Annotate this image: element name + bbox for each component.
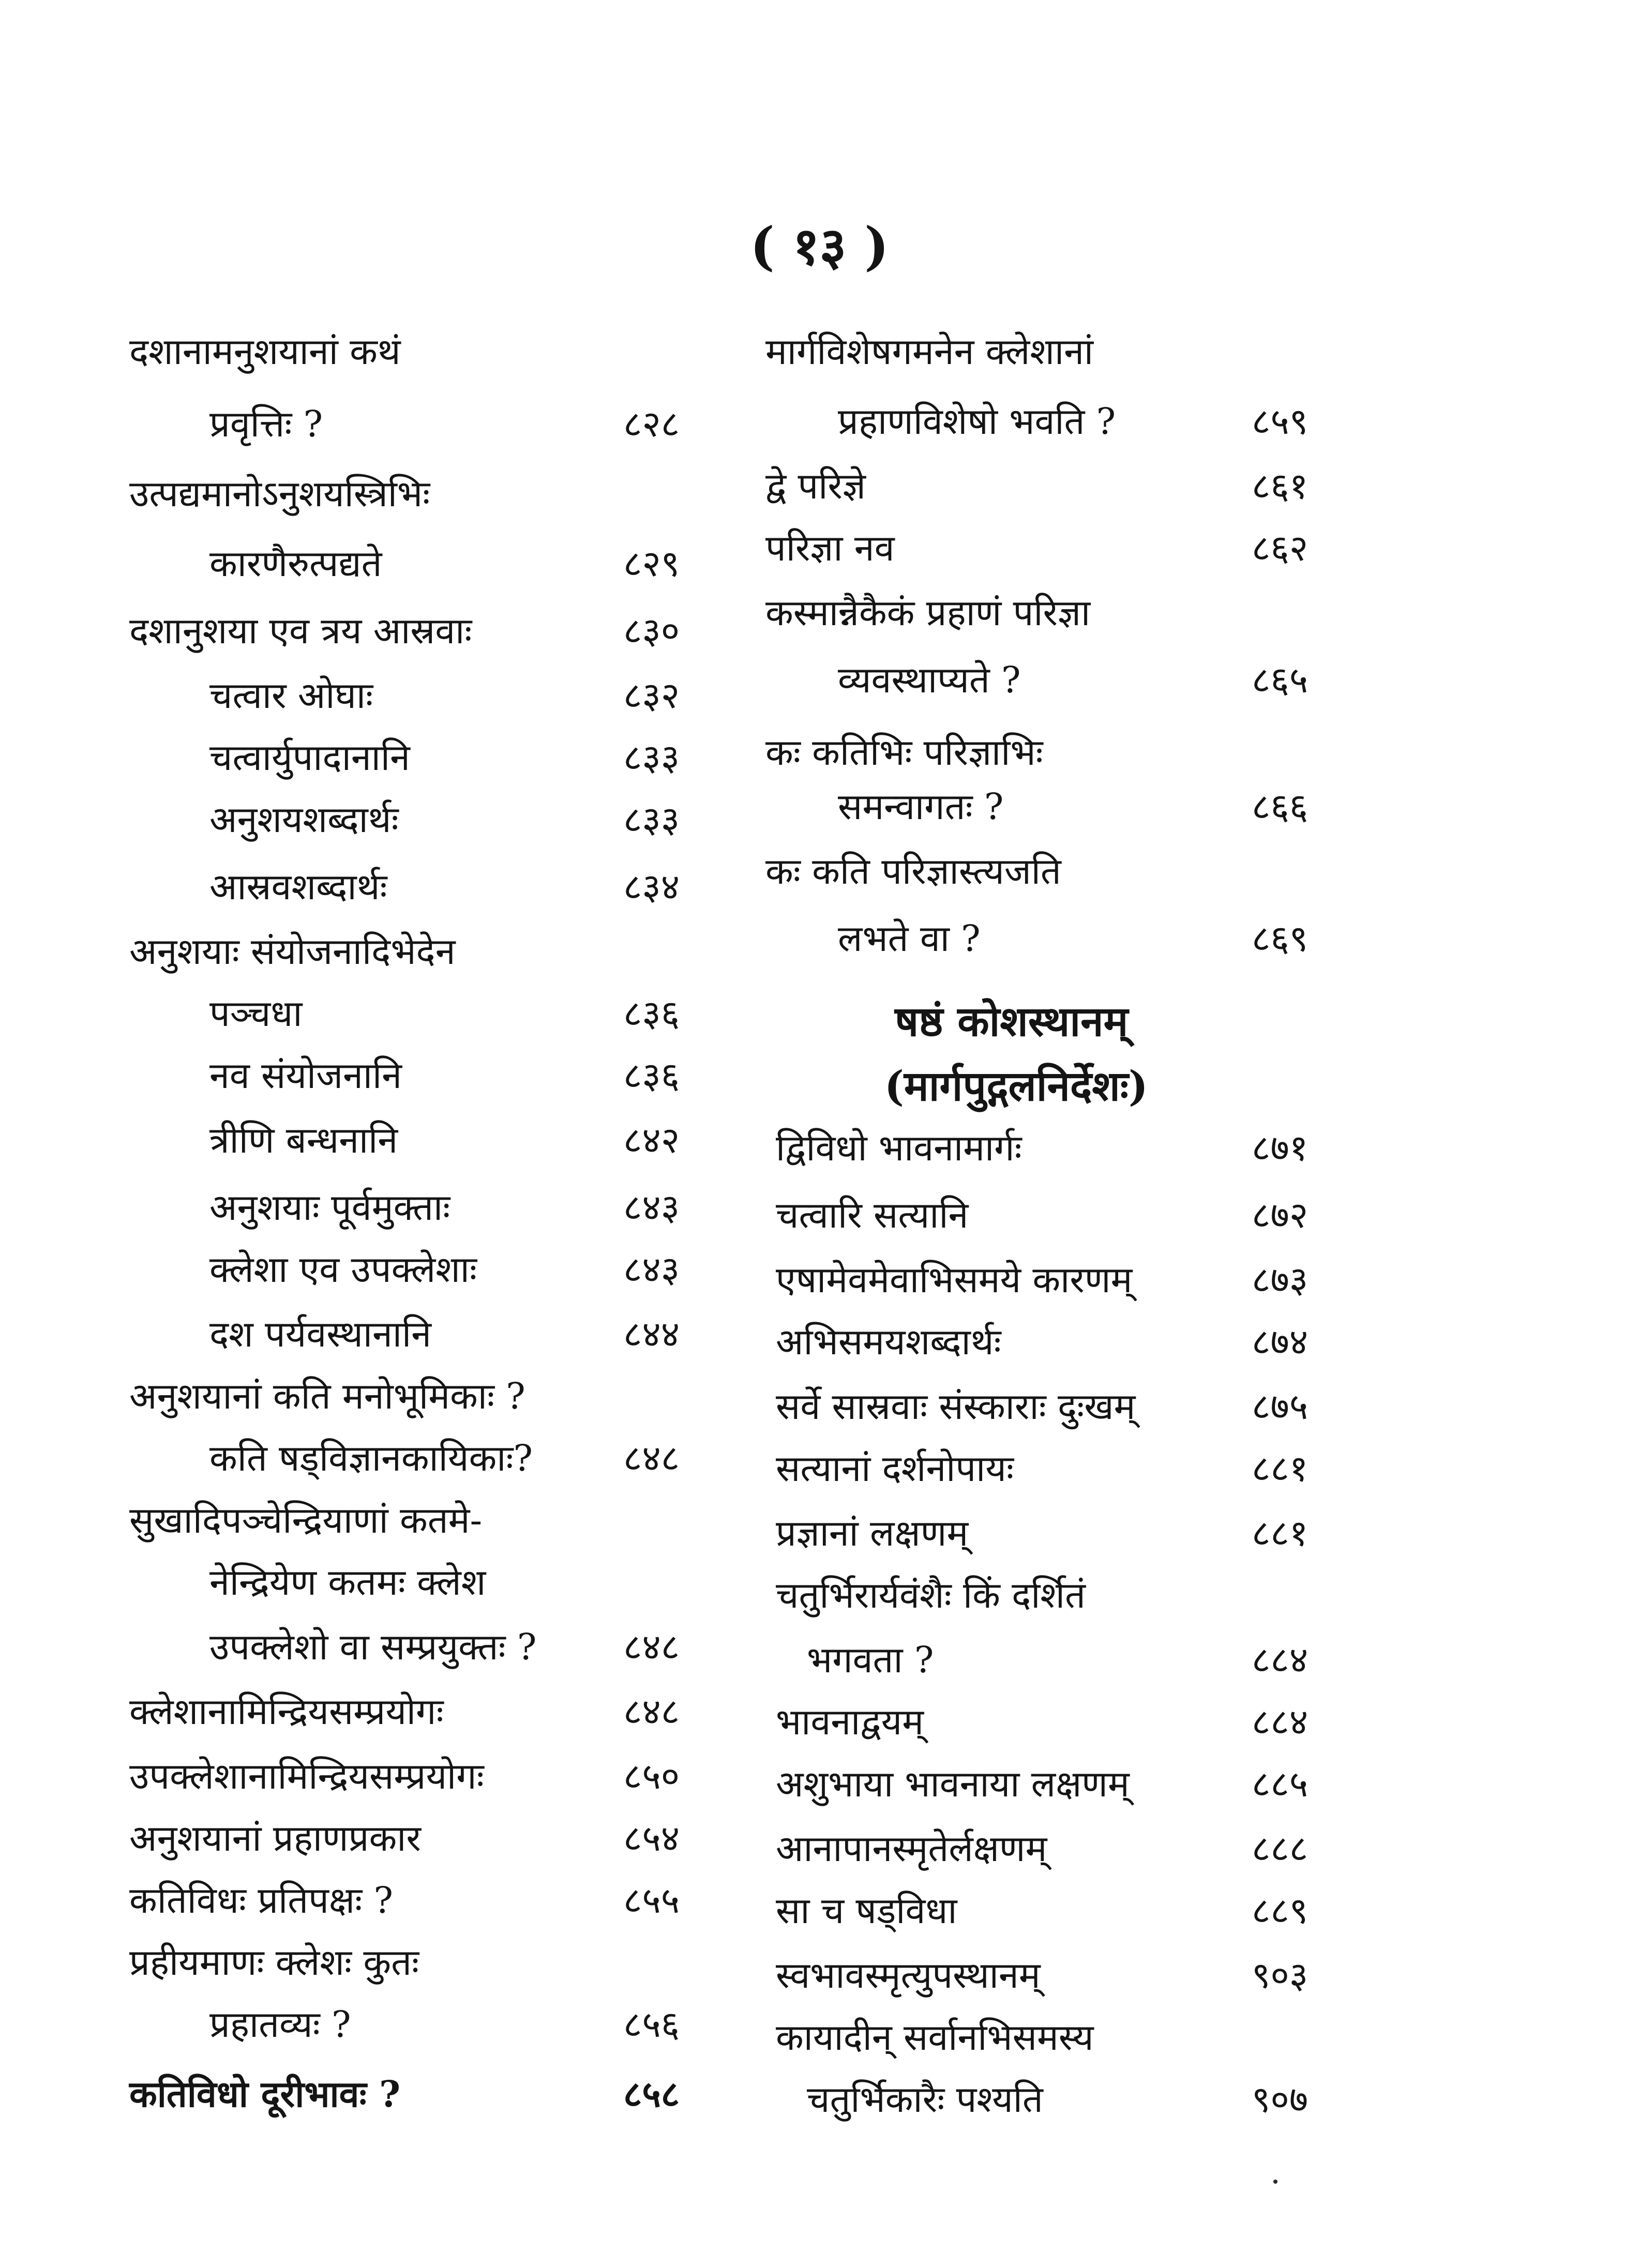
toc-entry xyxy=(0,1238,776,1301)
toc-entry-title: कस्मान्नैकैकं प्रहाणं परिज्ञा xyxy=(765,592,1091,634)
toc-entry xyxy=(765,1629,1639,1691)
toc-entry-title: द्विविधो भावनामार्गः xyxy=(776,1127,1022,1169)
toc-entry-title: अनुशयशब्दार्थः xyxy=(209,798,399,841)
toc-entry-page: ८२८ xyxy=(623,403,680,445)
toc-entry xyxy=(0,2063,776,2125)
ink-dot xyxy=(1273,2180,1277,2184)
toc-entry-page: ८८५ xyxy=(1252,1763,1309,1805)
toc-entry-page: ८४३ xyxy=(623,1186,680,1229)
toc-entry xyxy=(0,600,776,662)
toc-entry-title: सुखादिपञ्चेन्द्रियाणां कतमे- xyxy=(129,1499,483,1541)
toc-entry-page: ८५६ xyxy=(623,2003,680,2046)
toc-entry-page: ८८१ xyxy=(1252,1512,1309,1554)
toc-entry-title: चतुर्भिकारैः पश्यति xyxy=(807,2078,1043,2121)
toc-entry-title: उपक्लेशो वा सम्प्रयुक्तः ? xyxy=(209,1626,537,1668)
toc-entry-page: ८४२ xyxy=(623,1119,680,1161)
toc-entry-title: सा च षड्विधा xyxy=(776,1889,957,1932)
toc-entry-page: ८४३ xyxy=(623,1248,680,1291)
toc-entry-page: ८५८ xyxy=(623,2073,680,2115)
right-column xyxy=(765,0,1639,2268)
toc-entry xyxy=(0,1427,776,1489)
toc-entry-page: ८५५ xyxy=(623,1879,680,1922)
toc-entry-page: ८३३ xyxy=(623,736,680,779)
toc-entry-page: ८८१ xyxy=(1252,1447,1309,1490)
toc-entry-title: व्यवस्थाप्यते ? xyxy=(838,659,1021,701)
toc-entry-page: ८४४ xyxy=(623,1313,680,1355)
toc-entry-title: कति षड्विज्ञानकायिकाः? xyxy=(209,1437,533,1479)
toc-entry-page: ८३६ xyxy=(623,992,680,1035)
toc-entry-title: समन्वागतः ? xyxy=(838,785,1004,828)
toc-entry-page: ८३६ xyxy=(623,1054,680,1097)
left-column xyxy=(0,0,776,2268)
toc-entry xyxy=(765,721,1639,783)
toc-entry-title: सत्यानां दर्शनोपायः xyxy=(776,1447,1014,1490)
toc-entry xyxy=(0,789,776,851)
toc-entry xyxy=(765,840,1639,902)
toc-entry xyxy=(0,1745,776,1807)
toc-entry-title: पञ्चधा xyxy=(209,992,303,1035)
toc-entry-page: ८८४ xyxy=(1252,1701,1309,1743)
toc-entry-title: परिज्ञा नव xyxy=(765,527,895,569)
toc-entry xyxy=(0,1681,776,1743)
toc-entry-title: आनापानस्मृतेर्लक्षणम् xyxy=(776,1827,1047,1870)
toc-entry-page: ८३० xyxy=(623,610,680,652)
toc-entry-page: ८४८ xyxy=(623,1690,680,1733)
toc-entry xyxy=(0,920,776,982)
toc-entry xyxy=(765,1753,1639,1815)
toc-entry-title: भावनाद्वयम् xyxy=(776,1701,924,1743)
toc-entry-page: ८६९ xyxy=(1252,917,1309,960)
toc-entry-title: चत्वार ओघाः xyxy=(209,674,373,717)
toc-entry-page: ८३४ xyxy=(623,866,680,908)
toc-entry-page: ८३२ xyxy=(623,674,680,717)
toc-entry xyxy=(765,455,1639,517)
toc-entry xyxy=(765,908,1639,970)
toc-entry-title: अभिसमयशब्दार्थः xyxy=(776,1321,1001,1363)
toc-entry-title: नव संयोजनानि xyxy=(209,1054,402,1097)
toc-entry-page: ८६१ xyxy=(1252,465,1309,507)
toc-entry-title: प्रहाणविशेषो भवति ? xyxy=(838,400,1116,443)
toc-entry xyxy=(0,1045,776,1107)
toc-entry xyxy=(765,582,1639,644)
toc-entry xyxy=(765,649,1639,711)
toc-entry-title: द्वे परिज्ञे xyxy=(765,465,866,507)
toc-entry-title: प्रहातव्यः ? xyxy=(209,2003,351,2046)
toc-entry-title: प्रहीयमाणः क्लेशः कुतः xyxy=(129,1941,419,1984)
toc-entry-title: सर्वे सास्रवाः संस्काराः दुःखम् xyxy=(776,1385,1136,1428)
toc-entry xyxy=(765,1375,1639,1438)
toc-entry xyxy=(765,390,1639,452)
toc-entry-title: कतिविधो दूरीभावः ? xyxy=(129,2073,401,2115)
toc-entry-title: मार्गविशेषगमनेन क्लेशानां xyxy=(765,330,1094,373)
toc-entry xyxy=(0,1303,776,1365)
toc-entry-title: दशानामनुशयानां कथं xyxy=(129,330,401,373)
toc-entry-page: ८६६ xyxy=(1252,785,1309,828)
toc-entry xyxy=(0,1365,776,1427)
toc-entry-title: एषामेवमेवाभिसमये कारणम् xyxy=(776,1259,1133,1301)
toc-entry-page: ८२९ xyxy=(623,542,680,585)
toc-entry xyxy=(0,982,776,1045)
toc-entry xyxy=(0,321,776,383)
toc-entry-title: अनुशयाः पूर्वमुक्ताः xyxy=(209,1186,450,1229)
toc-entry-page: ८७२ xyxy=(1252,1194,1309,1236)
toc-entry-page: ८६५ xyxy=(1252,659,1309,701)
toc-entry-title: चत्वार्युपादानानि xyxy=(209,736,410,779)
toc-entry-title: क्लेशा एव उपक्लेशाः xyxy=(209,1248,477,1291)
toc-entry-title: लभते वा ? xyxy=(838,917,981,960)
toc-entry-page: ८६२ xyxy=(1252,527,1309,569)
toc-entry-title: कः कतिभिः परिज्ञाभिः xyxy=(765,731,1043,774)
toc-entry xyxy=(0,1993,776,2055)
toc-entry-page: ८७३ xyxy=(1252,1259,1309,1301)
toc-entry xyxy=(765,776,1639,838)
toc-entry xyxy=(0,727,776,789)
toc-entry-title: अशुभाया भावनाया लक्षणम् xyxy=(776,1763,1130,1805)
toc-entry-page: ८४८ xyxy=(623,1626,680,1668)
toc-entry xyxy=(765,1438,1639,1500)
toc-entry xyxy=(765,2068,1639,2130)
toc-entry-page: ८५९ xyxy=(1252,400,1309,443)
toc-entry-title: अनुशयानां प्रहाणप्रकार xyxy=(129,1817,421,1859)
toc-entry-page: ९०३ xyxy=(1252,1954,1309,1997)
toc-entry-title: प्रज्ञानां लक्षणम् xyxy=(776,1512,969,1554)
toc-entry-title: कः कति परिज्ञास्त्यजति xyxy=(765,850,1061,893)
toc-entry xyxy=(765,1818,1639,1880)
toc-entry-title: आस्रवशब्दार्थः xyxy=(209,866,387,908)
toc-entry xyxy=(0,1807,776,1869)
page-number: ( १३ ) xyxy=(750,216,889,277)
section-subheading xyxy=(765,1052,1639,1120)
toc-entry-page: ८७१ xyxy=(1252,1127,1309,1169)
toc-entry xyxy=(0,1616,776,1678)
toc-entry xyxy=(765,1117,1639,1179)
toc-entry xyxy=(0,1869,776,1931)
toc-entry xyxy=(0,533,776,595)
toc-entry-title: स्वभावस्मृत्युपस्थानम् xyxy=(776,1954,1041,1997)
toc-entry xyxy=(765,1944,1639,2006)
toc-entry xyxy=(765,1311,1639,1373)
toc-entry xyxy=(0,856,776,918)
toc-entry xyxy=(0,393,776,455)
toc-entry-title: भगवता ? xyxy=(807,1639,934,1681)
toc-entry xyxy=(765,2006,1639,2068)
toc-entry-page: ८४८ xyxy=(623,1437,680,1479)
section-heading xyxy=(765,988,1639,1055)
toc-entry-title: प्रवृत्तिः ? xyxy=(209,403,323,445)
toc-entry-title: क्लेशानामिन्द्रियसम्प्रयोगः xyxy=(129,1690,444,1733)
toc-entry xyxy=(765,1564,1639,1626)
toc-entry xyxy=(765,1880,1639,1942)
toc-entry-title: दशानुशया एव त्रय आस्रवाः xyxy=(129,610,472,652)
toc-entry-page: ८७५ xyxy=(1252,1385,1309,1428)
toc-entry xyxy=(765,1184,1639,1246)
toc-entry xyxy=(0,1931,776,1993)
toc-entry xyxy=(0,1551,776,1613)
toc-entry xyxy=(765,1502,1639,1564)
toc-entry-page: ८८८ xyxy=(1252,1827,1309,1870)
toc-entry-page: ८३३ xyxy=(623,798,680,841)
toc-entry xyxy=(0,463,776,525)
toc-entry-title: कतिविधः प्रतिपक्षः ? xyxy=(129,1879,394,1922)
toc-entry-title: उपक्लेशानामिन्द्रियसम्प्रयोगः xyxy=(129,1755,484,1797)
toc-entry-page: ८८४ xyxy=(1252,1639,1309,1681)
toc-entry xyxy=(0,664,776,727)
toc-entry-title: चत्वारि सत्यानि xyxy=(776,1194,969,1236)
toc-entry-title: नेन्द्रियेण कतमः क्लेश xyxy=(209,1561,486,1604)
toc-entry xyxy=(0,1489,776,1551)
toc-entry-title: उत्पद्यमानोऽनुशयस्त्रिभिः xyxy=(129,473,430,515)
toc-entry-page: ९०७ xyxy=(1252,2078,1309,2121)
toc-entry-title: चतुर्भिरार्यवंशैः किं दर्शितं xyxy=(776,1574,1086,1616)
toc-entry xyxy=(765,517,1639,579)
toc-entry-page: ८७४ xyxy=(1252,1321,1309,1363)
toc-entry-title: त्रीणि बन्धनानि xyxy=(209,1119,398,1161)
toc-entry xyxy=(765,1691,1639,1753)
toc-entry-page: ८८९ xyxy=(1252,1889,1309,1932)
toc-entry-title: कायादीन् सर्वानभिसमस्य xyxy=(776,2016,1094,2059)
toc-entry-title: अनुशयाः संयोजनादिभेदेन xyxy=(129,930,456,973)
toc-entry-page: ८५० xyxy=(623,1755,680,1797)
toc-entry xyxy=(765,1249,1639,1311)
section-title: षष्ठं कोशस्थानम् xyxy=(895,997,1129,1046)
section-subtitle: (मार्गपुद्गलनिर्देशः) xyxy=(884,1062,1148,1110)
toc-entry xyxy=(765,321,1639,383)
toc-entry-title: कारणैरुत्पद्यते xyxy=(209,542,382,585)
toc-entry-page: ८५४ xyxy=(623,1817,680,1859)
toc-entry-title: अनुशयानां कति मनोभूमिकाः ? xyxy=(129,1375,525,1417)
toc-entry xyxy=(0,1176,776,1238)
toc-entry xyxy=(0,1109,776,1171)
toc-entry-title: दश पर्यवस्थानानि xyxy=(209,1313,431,1355)
